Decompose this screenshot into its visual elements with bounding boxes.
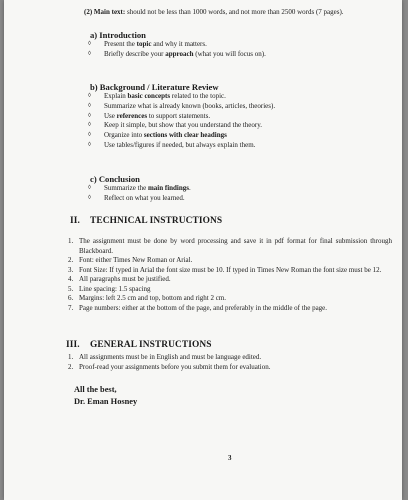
list-item: ◊ Present the topic and why it matters. <box>88 40 207 48</box>
list-item: 6. Margins: left 2.5 cm and top, bottom and right 2 cm. <box>68 294 227 302</box>
background-heading: b) Background / Literature Review <box>90 82 219 92</box>
list-item: ◊ Use references to support statements. <box>88 111 211 120</box>
list-item: ◊ Summarize the main findings. <box>88 184 191 192</box>
closing-greeting: All the best, <box>74 385 117 394</box>
conclusion-section <box>90 174 390 204</box>
diamond-bullet-icon: ◊ <box>88 112 91 119</box>
technical-instructions-list <box>68 237 392 313</box>
introduction-section <box>90 30 390 60</box>
diamond-bullet-icon: ◊ <box>88 102 91 109</box>
background-section <box>90 82 390 151</box>
list-item: 4. All paragraphs must be justified. <box>68 275 171 283</box>
list-item: ◊ Reflect on what you learned. <box>88 193 185 202</box>
technical-instructions-heading: II. TECHNICAL INSTRUCTIONS <box>70 216 223 226</box>
list-item: 1. The assignment must be done by word processing and save it in pdf format for final submission through Blackboard. <box>68 237 392 255</box>
general-instructions-list <box>68 353 392 372</box>
author-name: Dr. Eman Hosney <box>74 397 138 406</box>
list-item: ◊ Keep it simple, but show that you understand the theory. <box>88 121 262 130</box>
list-item: ◊ Use tables/figures if needed, but always explain them. <box>88 140 256 149</box>
diamond-bullet-icon: ◊ <box>88 141 91 148</box>
general-instructions-heading: III. GENERAL INSTRUCTIONS <box>66 340 212 350</box>
list-item: 5. Line spacing: 1.5 spacing <box>68 284 151 293</box>
list-item: 2. Font: either Times New Roman or Arial. <box>68 256 193 264</box>
conclusion-heading: c) Conclusion <box>90 174 140 184</box>
page-number: 3 <box>228 454 232 462</box>
diamond-bullet-icon: ◊ <box>88 41 91 47</box>
document-page <box>4 0 402 500</box>
list-item: 7. Page numbers: either at the bottom of the page, and preferably in the middle of the page. <box>68 303 328 312</box>
diamond-bullet-icon: ◊ <box>88 122 91 129</box>
list-item: 1. All assignments must be in English and must be language edited. <box>68 353 262 361</box>
diamond-bullet-icon: ◊ <box>88 132 91 139</box>
main-text-label: (2) Main text: <box>84 8 126 16</box>
closing-signature <box>74 384 137 408</box>
list-item: ◊ Organize into sections with clear headings <box>88 131 227 140</box>
main-text-description: should not be less than 1000 words, and not more than 2500 words (7 pages). <box>125 8 344 16</box>
list-item: ◊ Summarize what is already known (books, articles, theories). <box>88 101 276 110</box>
diamond-bullet-icon: ◊ <box>88 194 91 201</box>
list-item: 2. Proof-read your assignments before you submit them for evaluation. <box>68 362 271 371</box>
introduction-heading: a) Introduction <box>90 30 146 40</box>
main-text-paragraph <box>84 8 394 18</box>
list-item: 3. Font Size: If typed in Arial the font size must be 10. If typed in Times New Roman the font size must be 12. <box>68 265 382 274</box>
diamond-bullet-icon: ◊ <box>88 50 91 57</box>
diamond-bullet-icon: ◊ <box>88 185 91 191</box>
diamond-bullet-icon: ◊ <box>88 93 91 99</box>
list-item: ◊ Briefly describe your approach (what you will focus on). <box>88 49 266 58</box>
list-item: ◊ Explain basic concepts related to the topic. <box>88 92 226 100</box>
